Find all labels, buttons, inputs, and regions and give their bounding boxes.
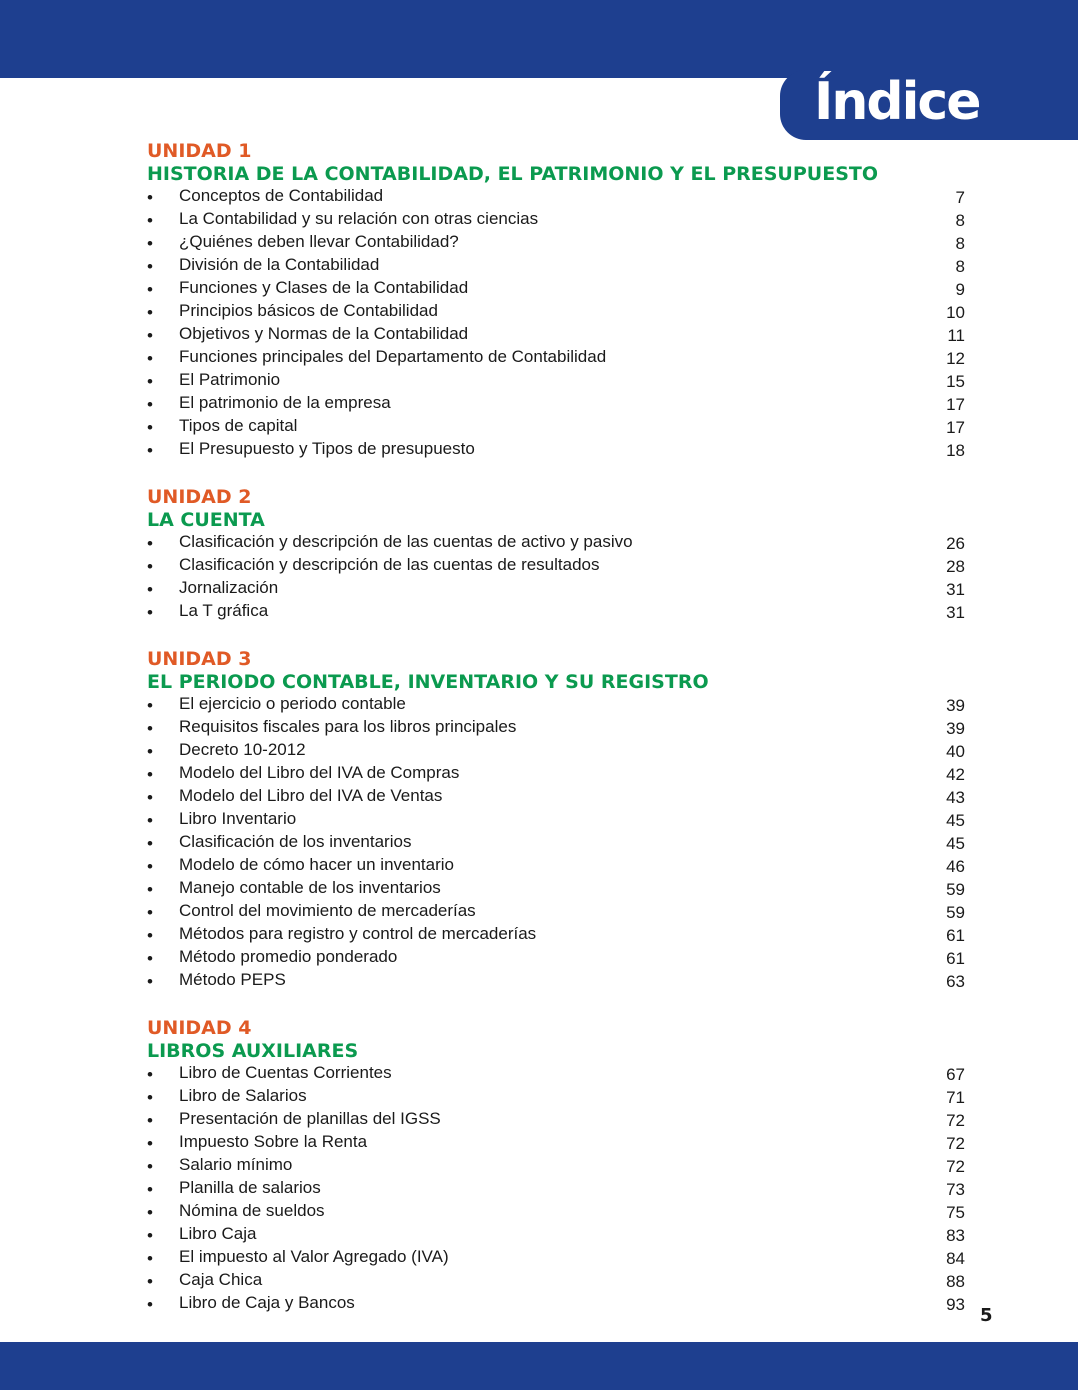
bullet-icon: •	[147, 1226, 153, 1245]
entry-page: 84	[946, 1249, 965, 1268]
toc-entry	[147, 278, 965, 301]
bullet-icon: •	[147, 1065, 153, 1084]
entry-text: Método promedio ponderado	[179, 947, 398, 966]
entry-text: El Presupuesto y Tipos de presupuesto	[179, 439, 475, 458]
entry-text: Conceptos de Contabilidad	[179, 186, 384, 205]
bottom-band	[0, 1342, 1078, 1390]
toc-entry	[147, 1178, 965, 1201]
entry-text: Libro de Caja y Bancos	[179, 1293, 355, 1312]
bullet-icon: •	[147, 1203, 153, 1222]
unit-section	[147, 140, 965, 462]
entry-text: Impuesto Sobre la Renta	[179, 1132, 368, 1151]
bullet-icon: •	[147, 719, 153, 738]
entry-text: Tipos de capital	[179, 416, 298, 435]
entry-list	[147, 1063, 965, 1316]
toc-entry	[147, 601, 965, 624]
unit-section	[147, 648, 965, 993]
entry-page: 63	[946, 972, 965, 991]
table-of-contents	[147, 140, 965, 1340]
unit-label: UNIDAD 1	[147, 140, 252, 162]
bullet-icon: •	[147, 1088, 153, 1107]
entry-page: 28	[946, 557, 965, 576]
entry-page: 17	[946, 418, 965, 437]
entry-text: El impuesto al Valor Agregado (IVA)	[179, 1247, 449, 1266]
entry-page: 45	[946, 811, 965, 830]
bullet-icon: •	[147, 441, 153, 460]
entry-page: 15	[946, 372, 965, 391]
entry-text: La T gráfica	[179, 601, 269, 620]
entry-list	[147, 694, 965, 993]
entry-page: 40	[946, 742, 965, 761]
entry-page: 72	[946, 1157, 965, 1176]
toc-entry	[147, 832, 965, 855]
entry-page: 42	[946, 765, 965, 784]
entry-text: El Patrimonio	[179, 370, 281, 389]
entry-page: 17	[946, 395, 965, 414]
entry-page: 75	[946, 1203, 965, 1222]
entry-text: División de la Contabilidad	[179, 255, 380, 274]
bullet-icon: •	[147, 1134, 153, 1153]
bullet-icon: •	[147, 972, 153, 991]
bullet-icon: •	[147, 949, 153, 968]
toc-entry	[147, 209, 965, 232]
bullet-icon: •	[147, 418, 153, 437]
bullet-icon: •	[147, 1295, 153, 1314]
toc-entry	[147, 578, 965, 601]
bullet-icon: •	[147, 788, 153, 807]
entry-page: 39	[946, 719, 965, 738]
toc-entry	[147, 1201, 965, 1224]
entry-page: 73	[946, 1180, 965, 1199]
entry-text: Clasificación de los inventarios	[179, 832, 412, 851]
entry-page: 11	[947, 326, 965, 345]
toc-entry	[147, 555, 965, 578]
entry-page: 39	[946, 696, 965, 715]
bullet-icon: •	[147, 257, 153, 276]
entry-page: 8	[955, 257, 965, 276]
bullet-icon: •	[147, 280, 153, 299]
toc-entry	[147, 1132, 965, 1155]
entry-page: 59	[946, 903, 965, 922]
bullet-icon: •	[147, 395, 153, 414]
entry-list	[147, 186, 965, 462]
top-band	[0, 0, 1078, 78]
entry-text: Libro Caja	[179, 1224, 257, 1243]
bullet-icon: •	[147, 765, 153, 784]
bullet-icon: •	[147, 834, 153, 853]
entry-page: 72	[946, 1134, 965, 1153]
unit-title: HISTORIA DE LA CONTABILIDAD, EL PATRIMONIO Y EL PRESUPUESTO	[147, 163, 878, 185]
entry-page: 10	[946, 303, 965, 322]
toc-entry	[147, 255, 965, 278]
entry-list	[147, 532, 965, 624]
entry-text: Presentación de planillas del IGSS	[179, 1109, 441, 1128]
bullet-icon: •	[147, 880, 153, 899]
entry-page: 7	[955, 188, 965, 207]
toc-entry	[147, 416, 965, 439]
entry-page: 31	[946, 580, 965, 599]
entry-text: Nómina de sueldos	[179, 1201, 325, 1220]
unit-title: EL PERIODO CONTABLE, INVENTARIO Y SU REGISTRO	[147, 671, 709, 693]
toc-entry	[147, 347, 965, 370]
entry-text: Requisitos fiscales para los libros principales	[179, 717, 517, 736]
bullet-icon: •	[147, 926, 153, 945]
page-title: Índice	[814, 72, 980, 132]
bullet-icon: •	[147, 234, 153, 253]
entry-page: 45	[946, 834, 965, 853]
entry-text: El patrimonio de la empresa	[179, 393, 391, 412]
bullet-icon: •	[147, 857, 153, 876]
entry-page: 61	[946, 926, 965, 945]
toc-entry	[147, 1155, 965, 1178]
entry-page: 61	[946, 949, 965, 968]
bullet-icon: •	[147, 811, 153, 830]
bullet-icon: •	[147, 742, 153, 761]
unit-label: UNIDAD 3	[147, 648, 252, 670]
bullet-icon: •	[147, 372, 153, 391]
toc-entry	[147, 763, 965, 786]
bullet-icon: •	[147, 1180, 153, 1199]
entry-page: 88	[946, 1272, 965, 1291]
bullet-icon: •	[147, 1272, 153, 1291]
entry-text: Funciones y Clases de la Contabilidad	[179, 278, 469, 297]
bullet-icon: •	[147, 1111, 153, 1130]
entry-text: Método PEPS	[179, 970, 286, 989]
entry-page: 59	[946, 880, 965, 899]
entry-text: El ejercicio o periodo contable	[179, 694, 406, 713]
entry-text: Planilla de salarios	[179, 1178, 321, 1197]
toc-entry	[147, 809, 965, 832]
entry-text: Modelo de cómo hacer un inventario	[179, 855, 454, 874]
page-number: 5	[980, 1305, 993, 1326]
entry-text: Decreto 10-2012	[179, 740, 306, 759]
bullet-icon: •	[147, 903, 153, 922]
bullet-icon: •	[147, 349, 153, 368]
toc-entry	[147, 694, 965, 717]
bullet-icon: •	[147, 303, 153, 322]
entry-text: Clasificación y descripción de las cuentas de resultados	[179, 555, 600, 574]
title-tab	[780, 70, 1078, 140]
entry-page: 8	[955, 211, 965, 230]
unit-section	[147, 1017, 965, 1316]
bullet-icon: •	[147, 188, 153, 207]
unit-section	[147, 486, 965, 624]
toc-entry	[147, 232, 965, 255]
toc-entry	[147, 532, 965, 555]
toc-entry	[147, 1224, 965, 1247]
bullet-icon: •	[147, 211, 153, 230]
entry-text: Principios básicos de Contabilidad	[179, 301, 438, 320]
entry-page: 46	[946, 857, 965, 876]
bullet-icon: •	[147, 603, 153, 622]
unit-title: LIBROS AUXILIARES	[147, 1040, 359, 1062]
entry-page: 18	[946, 441, 965, 460]
entry-page: 31	[946, 603, 965, 622]
entry-text: Libro de Cuentas Corrientes	[179, 1063, 392, 1082]
entry-page: 67	[946, 1065, 965, 1084]
toc-entry	[147, 324, 965, 347]
bullet-icon: •	[147, 557, 153, 576]
entry-page: 93	[946, 1295, 965, 1314]
toc-entry	[147, 1247, 965, 1270]
entry-page: 12	[946, 349, 965, 368]
bullet-icon: •	[147, 534, 153, 553]
bullet-icon: •	[147, 1249, 153, 1268]
entry-text: Jornalización	[179, 578, 279, 597]
entry-page: 26	[946, 534, 965, 553]
entry-page: 8	[955, 234, 965, 253]
entry-page: 43	[946, 788, 965, 807]
entry-page: 72	[946, 1111, 965, 1130]
toc-entry	[147, 1270, 965, 1293]
toc-entry	[147, 1086, 965, 1109]
toc-entry	[147, 186, 965, 209]
entry-page: 9	[955, 280, 965, 299]
toc-entry	[147, 970, 965, 993]
entry-text: Libro de Salarios	[179, 1086, 307, 1105]
bullet-icon: •	[147, 580, 153, 599]
entry-text: Modelo del Libro del IVA de Compras	[179, 763, 460, 782]
entry-text: Objetivos y Normas de la Contabilidad	[179, 324, 469, 343]
entry-text: Métodos para registro y control de mercaderías	[179, 924, 537, 943]
unit-label: UNIDAD 4	[147, 1017, 252, 1039]
toc-entry	[147, 1293, 965, 1316]
toc-entry	[147, 786, 965, 809]
entry-text: La Contabilidad y su relación con otras ciencias	[179, 209, 539, 228]
toc-entry	[147, 301, 965, 324]
entry-text: Control del movimiento de mercaderías	[179, 901, 476, 920]
entry-text: Modelo del Libro del IVA de Ventas	[179, 786, 443, 805]
entry-text: Libro Inventario	[179, 809, 297, 828]
entry-text: Manejo contable de los inventarios	[179, 878, 441, 897]
entry-text: Salario mínimo	[179, 1155, 293, 1174]
toc-entry	[147, 717, 965, 740]
toc-entry	[147, 1109, 965, 1132]
toc-entry	[147, 947, 965, 970]
toc-entry	[147, 924, 965, 947]
toc-entry	[147, 740, 965, 763]
toc-entry	[147, 878, 965, 901]
entry-page: 83	[946, 1226, 965, 1245]
entry-text: Caja Chica	[179, 1270, 263, 1289]
toc-entry	[147, 901, 965, 924]
toc-entry	[147, 439, 965, 462]
bullet-icon: •	[147, 326, 153, 345]
toc-entry	[147, 855, 965, 878]
entry-text: Clasificación y descripción de las cuentas de activo y pasivo	[179, 532, 633, 551]
toc-entry	[147, 370, 965, 393]
unit-label: UNIDAD 2	[147, 486, 252, 508]
entry-text: Funciones principales del Departamento de Contabilidad	[179, 347, 607, 366]
entry-page: 71	[946, 1088, 965, 1107]
unit-title: LA CUENTA	[147, 509, 265, 531]
entry-text: ¿Quiénes deben llevar Contabilidad?	[179, 232, 459, 251]
bullet-icon: •	[147, 1157, 153, 1176]
bullet-icon: •	[147, 696, 153, 715]
toc-entry	[147, 393, 965, 416]
toc-entry	[147, 1063, 965, 1086]
